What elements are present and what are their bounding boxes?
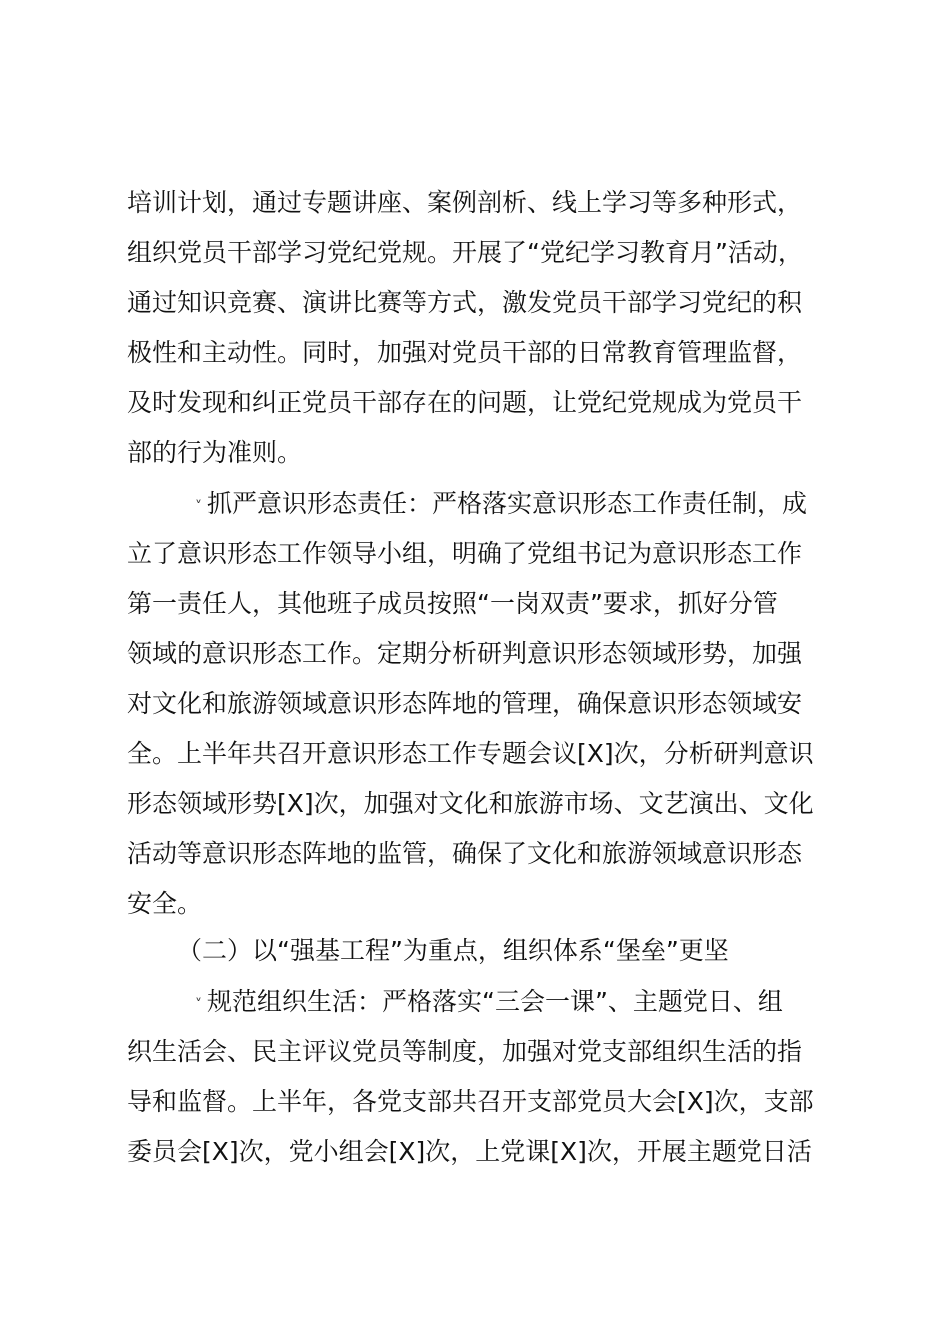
para2-line-6: 全。上半年共召开意识形态工作专题会议[X]次，分析研判意识 (127, 739, 814, 768)
para1-line-4: 极性和主动性。同时，加强对党员干部的日常教育管理监督， (127, 338, 803, 367)
para1-line-2: 组织党员干部学习党纪党规。开展了“党纪学习教育月”活动， (127, 238, 803, 267)
para2-line-3: 第一责任人，其他班子成员按照“一岗双责”要求，抓好分管 (127, 589, 778, 618)
para3-line-1 (195, 977, 783, 1027)
para1-line-5: 及时发现和纠正党员干部存在的问题，让党纪党规成为党员干 (127, 388, 803, 417)
para2-line-7: 形态领域形势[X]次，加强对文化和旅游市场、文艺演出、文化 (127, 789, 814, 818)
para3-line-3: 导和监督。上半年，各党支部共召开支部党员大会[X]次，支部 (127, 1087, 814, 1116)
para1-line-6: 部的行为准则。 (127, 438, 303, 467)
para2-line-9: 安全。 (127, 889, 203, 918)
para3-line-1-text: 规范组织生活：严格落实“三会一课”、主题党日、组 (207, 987, 783, 1016)
para2-line-1 (195, 479, 807, 529)
para2-line-2: 立了意识形态工作领导小组，明确了党组书记为意识形态工作 (127, 539, 803, 568)
para2-line-1-text: 抓严意识形态责任：严格落实意识形态工作责任制，成 (207, 489, 808, 518)
para1-line-1: 培训计划，通过专题讲座、案例剖析、线上学习等多种形式， (127, 188, 803, 217)
para2-line-4: 领域的意识形态工作。定期分析研判意识形态领域形势，加强 (127, 639, 803, 668)
para3-line-2: 织生活会、民主评议党员等制度，加强对党支部组织生活的指 (127, 1037, 803, 1066)
para2-line-5: 对文化和旅游领域意识形态阵地的管理，确保意识形态领域安 (127, 689, 803, 718)
para3-line-4: 委员会[X]次，党小组会[X]次，上党课[X]次，开展主题党日活 (127, 1137, 812, 1166)
para2-line-8: 活动等意识形态阵地的监管，确保了文化和旅游领域意识形态 (127, 839, 803, 868)
bullet-marker-icon: ˅ (195, 997, 202, 1013)
bullet-marker-icon: ˅ (195, 499, 202, 515)
para1-line-3: 通过知识竞赛、演讲比赛等方式，激发党员干部学习党纪的积 (127, 288, 803, 317)
section-heading: （二）以“强基工程”为重点，组织体系“堡垒”更坚 (177, 936, 729, 965)
